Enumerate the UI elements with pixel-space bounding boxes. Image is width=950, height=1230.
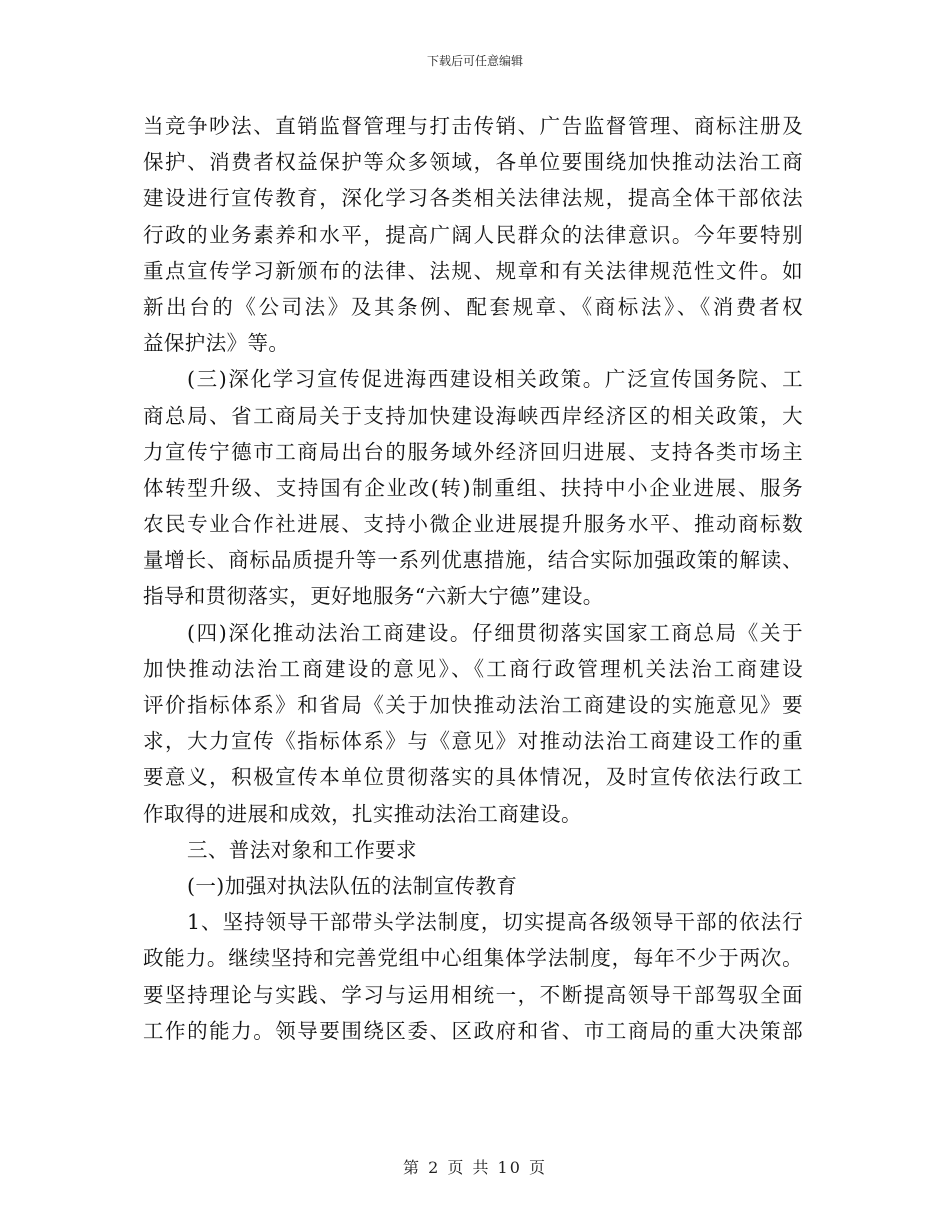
text-line: 求，大力宣传《指标体系》与《意见》对推动法治工商建设工作的重 [143, 729, 803, 754]
text-line: 新出台的《公司法》及其条例、配套规章、《商标法》、《消费者权 [143, 294, 803, 319]
text-line: 要坚持理论与实践、学习与运用相统一，不断提高领导干部驾驭全面 [143, 982, 803, 1007]
subsection-heading: (一)加强对执法队伍的法制宣传教育 [187, 873, 518, 898]
text-line: 量增长、商标品质提升等一系列优惠措施，结合实际加强政策的解读、 [143, 548, 803, 573]
text-line: 评价指标体系》和省局《关于加快推动法治工商建设的实施意见》要 [143, 693, 803, 717]
text-line: 作取得的进展和成效，扎实推动法治工商建设。 [143, 801, 582, 826]
text-line: 力宣传宁德市工商局出台的服务域外经济回归进展、支持各类市场主 [143, 439, 803, 464]
text-line: 指导和贯彻落实，更好地服务“六新大宁德”建设。 [143, 584, 604, 609]
text-line: 加快推动法治工商建设的意见》、《工商行政管理机关法治工商建设 [143, 656, 803, 681]
text-line: 益保护法》等。 [143, 331, 290, 356]
text-line: 重点宣传学习新颁布的法律、法规、规章和有关法律规范性文件。如 [143, 258, 803, 283]
paragraph-start-line: 1、坚持领导干部带头学法制度，切实提高各级领导干部的依法行 [187, 910, 803, 935]
page-header: 下载后可任意编辑 [426, 54, 523, 68]
paragraph-start-line: (三)深化学习宣传促进海西建设相关政策。广泛宣传国务院、工 [187, 367, 803, 392]
text-line: 建设进行宣传教育，深化学习各类相关法律法规，提高全体干部依法 [143, 186, 803, 211]
text-line: 要意义，积极宣传本单位贯彻落实的具体情况，及时宣传依法行政工 [143, 765, 803, 790]
text-line: 体转型升级、支持国有企业改(转)制重组、扶持中小企业进展、服务 [143, 475, 803, 500]
text-line: 工作的能力。领导要围绕区委、区政府和省、市工商局的重大决策部 [143, 1018, 803, 1043]
text-line: 保护、消费者权益保护等众多领域，各单位要围绕加快推动法治工商 [143, 150, 803, 175]
document-body [143, 108, 803, 1049]
paragraph-start-line: (四)深化推动法治工商建设。仔细贯彻落实国家工商总局《关于 [187, 620, 803, 645]
text-line: 农民专业合作社进展、支持小微企业进展提升服务水平、推动商标数 [143, 512, 803, 537]
text-line: 当竞争吵法、直销监督管理与打击传销、广告监督管理、商标注册及 [143, 114, 803, 138]
section-heading: 三、普法对象和工作要求 [187, 837, 417, 862]
page-number-footer: 第 2 页 共 10 页 [403, 1158, 547, 1177]
text-line: 商总局、省工商局关于支持加快建设海峡西岸经济区的相关政策，大 [143, 403, 803, 428]
text-line: 政能力。继续坚持和完善党组中心组集体学法制度，每年不少于两次。 [143, 946, 803, 971]
text-line: 行政的业务素养和水平，提高广阔人民群众的法律意识。今年要特别 [143, 222, 803, 247]
